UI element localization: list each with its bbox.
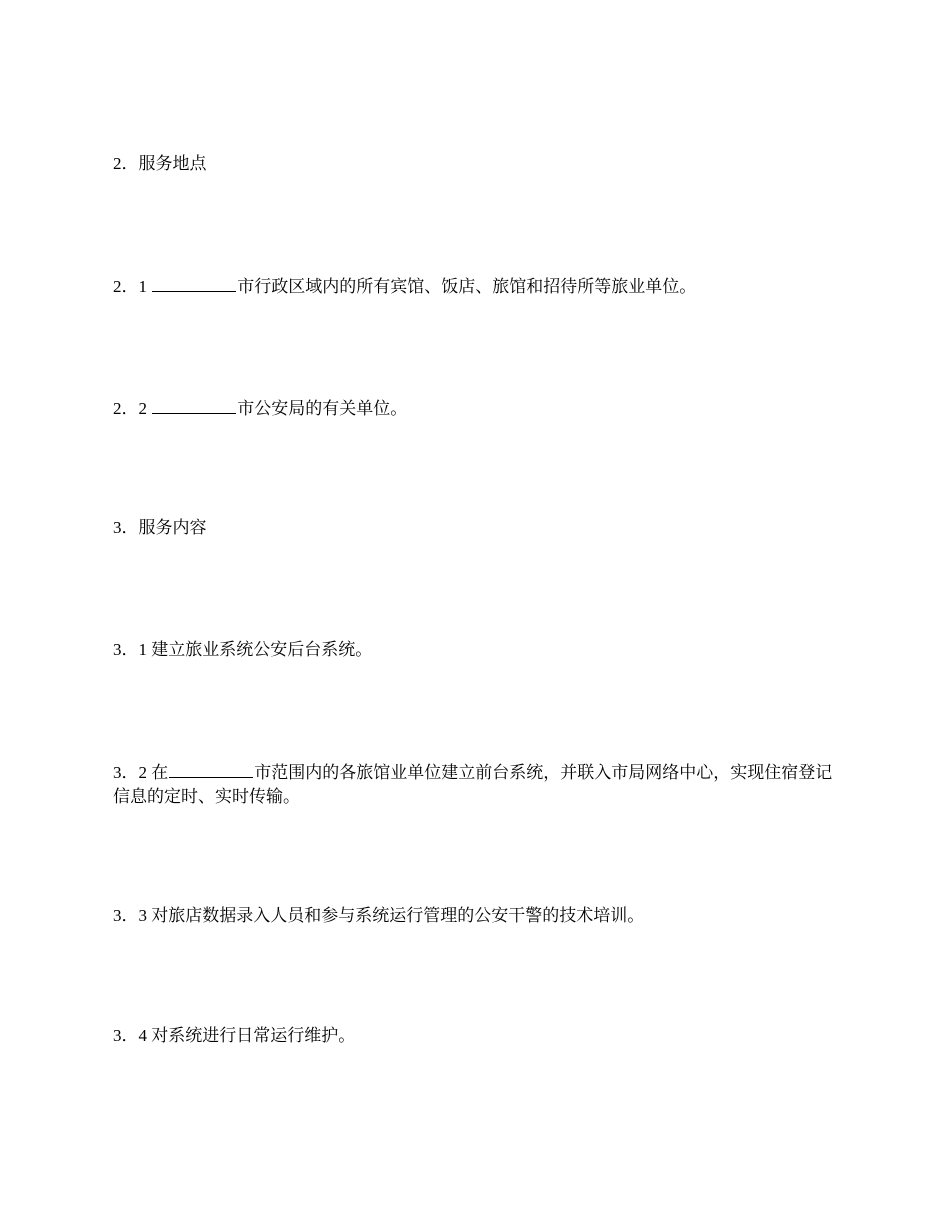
clause-number: 2．1 (113, 277, 152, 296)
clause-text: 市行政区域内的所有宾馆、饭店、旅馆和招待所等旅业单位。 (237, 277, 697, 296)
clause-2-2 (113, 396, 843, 421)
clause-text: 市范围内的各旅馆业单位建立前台系统，并联入市局网络中心，实现住宿登记信息的定时、实时传输。 (113, 763, 833, 806)
clause-3-1 (113, 638, 843, 662)
clause-number: 3．2 在 (113, 763, 169, 782)
clause-2-1 (113, 274, 843, 299)
clause-3-2 (113, 760, 843, 809)
heading-text: 3．服务内容 (113, 518, 207, 537)
fill-in-blank[interactable] (152, 396, 236, 414)
fill-in-blank[interactable] (169, 760, 253, 778)
section-heading-service-content (113, 516, 843, 540)
clause-text: 市公安局的有关单位。 (237, 399, 408, 418)
section-heading-service-location (113, 152, 843, 176)
clause-number: 2．2 (113, 399, 152, 418)
clause-3-4 (113, 1024, 843, 1048)
clause-text: 3．1 建立旅业系统公安后台系统。 (113, 640, 373, 659)
clause-text: 3．3 对旅店数据录入人员和参与系统运行管理的公安干警的技术培训。 (113, 906, 645, 925)
clause-text: 3．4 对系统进行日常运行维护。 (113, 1026, 356, 1045)
clause-3-3 (113, 904, 843, 928)
fill-in-blank[interactable] (152, 274, 236, 292)
heading-text: 2．服务地点 (113, 154, 207, 173)
